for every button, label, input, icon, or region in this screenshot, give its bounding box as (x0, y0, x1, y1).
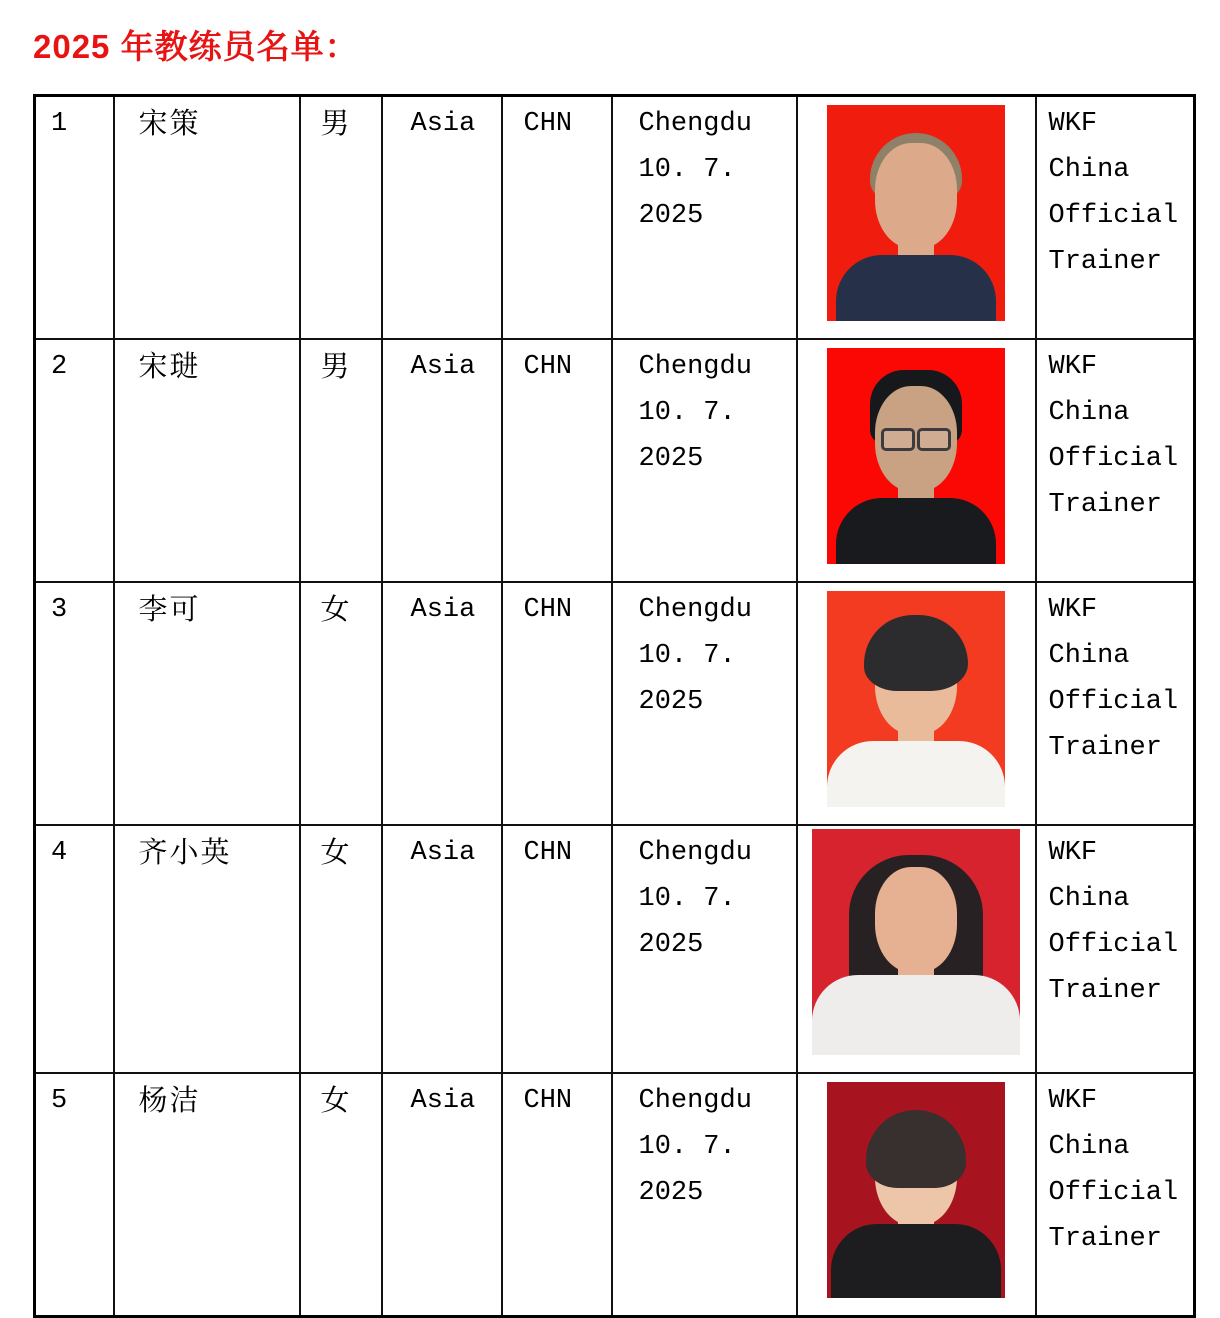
coach-gender: 男 (300, 339, 382, 582)
org-line: WKF (1048, 352, 1098, 382)
coach-country: CHN (502, 1073, 612, 1317)
place-date-cell (612, 1073, 797, 1317)
person-hair (866, 1110, 966, 1188)
org-cell (1036, 96, 1195, 340)
row-number: 5 (35, 1073, 114, 1317)
coach-continent: Asia (382, 96, 502, 340)
place-date: 10. 7. 2025 (638, 155, 736, 231)
org-line: WKF (1048, 595, 1098, 625)
org-line: WKF (1048, 109, 1098, 139)
org-line: China (1048, 1132, 1130, 1162)
place-date: 10. 7. 2025 (638, 641, 736, 717)
coach-gender: 男 (300, 96, 382, 340)
coach-country: CHN (502, 825, 612, 1073)
place-date-cell (612, 582, 797, 825)
org-cell (1036, 582, 1195, 825)
person-face (875, 143, 957, 249)
org-line: Trainer (1048, 1224, 1162, 1254)
portrait-photo (827, 591, 1005, 807)
photo-cell (797, 825, 1036, 1073)
portrait-photo (827, 348, 1005, 564)
table-row (35, 339, 1195, 582)
person-torso (836, 498, 996, 564)
coach-name: 杨洁 (114, 1073, 300, 1317)
row-number: 2 (35, 339, 114, 582)
place-city: Chengdu (638, 1086, 752, 1116)
portrait-photo (827, 105, 1005, 321)
person-torso (836, 255, 996, 321)
page-title: 2025 年教练员名单： (33, 28, 359, 65)
coach-name: 李可 (114, 582, 300, 825)
photo-cell (797, 339, 1036, 582)
coach-gender: 女 (300, 825, 382, 1073)
place-city: Chengdu (638, 109, 752, 139)
org-line: China (1048, 884, 1130, 914)
place-date: 10. 7. 2025 (638, 884, 736, 960)
photo-cell (797, 582, 1036, 825)
person-hair (864, 615, 968, 691)
coach-gender: 女 (300, 582, 382, 825)
row-number: 1 (35, 96, 114, 340)
org-cell (1036, 1073, 1195, 1317)
table-row (35, 582, 1195, 825)
coach-continent: Asia (382, 1073, 502, 1317)
table-row (35, 96, 1195, 340)
org-line: China (1048, 641, 1130, 671)
person-torso (827, 741, 1005, 807)
org-line: Official (1048, 930, 1179, 960)
place-date-cell (612, 825, 797, 1073)
org-line: Trainer (1048, 976, 1162, 1006)
coach-name: 宋策 (114, 96, 300, 340)
table-row (35, 825, 1195, 1073)
org-cell (1036, 825, 1195, 1073)
person-torso (812, 975, 1020, 1055)
place-date: 10. 7. 2025 (638, 1132, 736, 1208)
org-line: WKF (1048, 838, 1098, 868)
org-cell (1036, 339, 1195, 582)
org-line: China (1048, 398, 1130, 428)
org-line: Trainer (1048, 247, 1162, 277)
portrait-photo (827, 1082, 1005, 1298)
photo-cell (797, 1073, 1036, 1317)
org-line: China (1048, 155, 1130, 185)
org-line: Official (1048, 1178, 1179, 1208)
coach-country: CHN (502, 582, 612, 825)
portrait-photo (812, 829, 1020, 1055)
org-line: Official (1048, 201, 1179, 231)
place-city: Chengdu (638, 595, 752, 625)
photo-cell (797, 96, 1036, 340)
coach-country: CHN (502, 96, 612, 340)
org-line: Trainer (1048, 733, 1162, 763)
place-city: Chengdu (638, 352, 752, 382)
coach-gender: 女 (300, 1073, 382, 1317)
coach-continent: Asia (382, 825, 502, 1073)
place-date-cell (612, 96, 797, 340)
coach-country: CHN (502, 339, 612, 582)
coach-name: 齐小英 (114, 825, 300, 1073)
row-number: 4 (35, 825, 114, 1073)
org-line: Trainer (1048, 490, 1162, 520)
place-date-cell (612, 339, 797, 582)
place-city: Chengdu (638, 838, 752, 868)
person-face (875, 867, 957, 973)
coach-roster-table (33, 94, 1196, 1318)
coach-continent: Asia (382, 582, 502, 825)
coach-name: 宋琎 (114, 339, 300, 582)
org-line: WKF (1048, 1086, 1098, 1116)
coach-continent: Asia (382, 339, 502, 582)
org-line: Official (1048, 687, 1179, 717)
table-row (35, 1073, 1195, 1317)
row-number: 3 (35, 582, 114, 825)
place-date: 10. 7. 2025 (638, 398, 736, 474)
org-line: Official (1048, 444, 1179, 474)
person-face (875, 386, 957, 492)
